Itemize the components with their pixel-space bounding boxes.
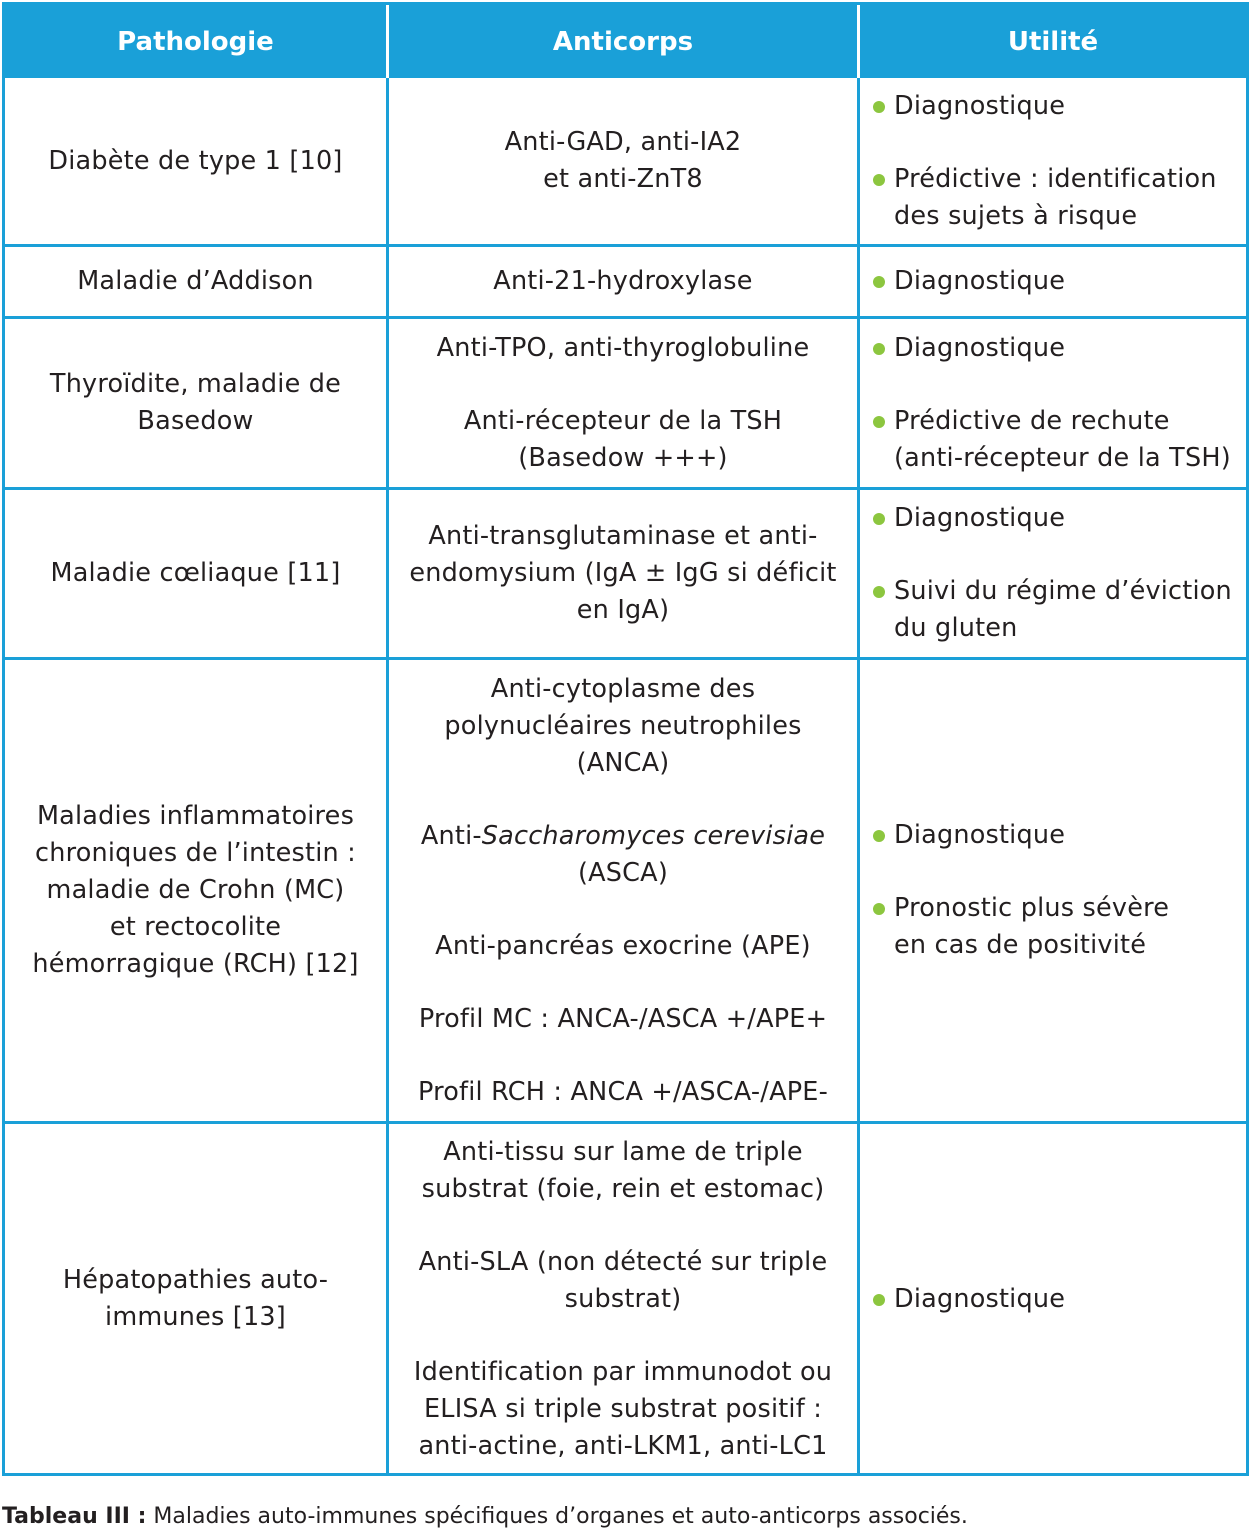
green-dot-icon <box>873 343 885 355</box>
bullet-item <box>873 330 1251 367</box>
cell-text: endomysium (IgA ± IgG si déficit <box>409 558 837 588</box>
cell-text: Maladies inflammatoires <box>36 801 355 831</box>
header-pathologie: Pathologie <box>5 5 386 78</box>
bullet-item <box>873 573 1251 647</box>
cell-text: Prédictive de rechute <box>894 405 1170 436</box>
cell-text: hémorragique (RCH) [12] <box>32 949 359 979</box>
cell-text: (Basedow +++) <box>518 442 728 473</box>
green-dot-icon <box>873 513 885 525</box>
cell-pathologie <box>5 78 386 244</box>
cell-text: et anti-ZnT8 <box>543 164 703 194</box>
cell-utilite <box>873 247 1251 316</box>
cell-text: Anti-GAD, anti-IA2 <box>504 127 742 157</box>
header-anticorps: Anticorps <box>389 5 857 78</box>
cell-text: Identification par immunodot ou <box>413 1356 833 1387</box>
cell-text: ELISA si triple substrat positif : <box>423 1393 822 1424</box>
green-dot-icon <box>873 101 885 113</box>
cell-text: des sujets à risque <box>894 200 1138 231</box>
cell-utilite <box>873 490 1251 657</box>
cell-text: Diagnostique <box>894 820 1066 850</box>
cell-pathologie <box>5 660 386 1121</box>
green-dot-icon <box>873 416 885 428</box>
cell-text: Anti-transglutaminase et anti- <box>428 521 818 551</box>
bullet-item <box>873 88 1251 125</box>
cell-anticorps <box>389 247 857 316</box>
cell-text: maladie de Crohn (MC) <box>46 875 345 905</box>
cell-pathologie <box>5 490 386 657</box>
cell-text: Diagnostique <box>894 90 1066 121</box>
cell-text: polynucléaires neutrophiles <box>444 710 802 741</box>
cell-text: en IgA) <box>576 595 670 625</box>
cell-text: Anti- <box>420 820 482 851</box>
cell-text: Diagnostique <box>894 1283 1066 1314</box>
cell-anticorps <box>389 1124 857 1474</box>
antibody-table <box>2 2 1249 1476</box>
cell-text: Anti-SLA (non détecté sur triple <box>418 1246 828 1277</box>
green-dot-icon <box>873 586 885 598</box>
cell-text: Maladie d’Addison <box>77 266 314 296</box>
bullet-item <box>873 1281 1251 1318</box>
cell-text: substrat) <box>564 1283 682 1314</box>
cell-text: Maladie cœliaque [11] <box>50 558 341 588</box>
green-dot-icon <box>873 276 885 288</box>
cell-text: Anti-cytoplasme des <box>490 673 756 704</box>
cell-text: (ASCA) <box>578 857 668 888</box>
caption-label: Tableau III : <box>2 1504 147 1529</box>
green-dot-icon <box>873 830 885 842</box>
cell-utilite <box>873 78 1251 244</box>
cell-text: anti-actine, anti-LKM1, anti-LC1 <box>418 1430 828 1461</box>
cell-text <box>421 818 825 855</box>
species-name: Saccharomyces cerevisiae <box>481 820 826 851</box>
green-dot-icon <box>873 1294 885 1306</box>
bullet-item <box>873 817 1251 854</box>
cell-text: Anti-récepteur de la TSH <box>463 405 783 436</box>
cell-text: immunes [13] <box>105 1302 286 1332</box>
cell-utilite <box>873 660 1251 1121</box>
cell-text: Anti-tissu sur lame de triple <box>443 1136 803 1167</box>
bullet-item <box>873 161 1251 235</box>
cell-text: Profil RCH : ANCA +/ASCA-/APE- <box>417 1076 828 1107</box>
cell-text: Diagnostique <box>894 266 1066 296</box>
bullet-item <box>873 263 1251 300</box>
cell-utilite <box>873 319 1251 487</box>
cell-text: et rectocolite <box>109 912 282 942</box>
cell-text: Pronostic plus sévère <box>894 893 1170 923</box>
cell-utilite <box>873 1124 1251 1474</box>
green-dot-icon <box>873 174 885 186</box>
cell-text: (anti-récepteur de la TSH) <box>894 442 1231 473</box>
caption-text: Maladies auto-immunes spécifiques d’organes et auto-anticorps associés. <box>146 1504 968 1529</box>
column-divider <box>857 5 860 1473</box>
cell-text: Diabète de type 1 [10] <box>48 145 343 176</box>
cell-anticorps <box>389 78 857 244</box>
cell-pathologie <box>5 319 386 487</box>
cell-pathologie <box>5 247 386 316</box>
cell-anticorps <box>389 490 857 657</box>
cell-text: du gluten <box>894 613 1018 643</box>
table-caption <box>2 1504 968 1529</box>
cell-text: Suivi du régime d’éviction <box>894 576 1232 606</box>
cell-text: en cas de positivité <box>894 930 1147 960</box>
cell-text: Profil MC : ANCA-/ASCA +/APE+ <box>418 1003 828 1034</box>
cell-text: Hépatopathies auto- <box>62 1265 329 1295</box>
cell-anticorps <box>389 319 857 487</box>
bullet-item <box>873 403 1251 477</box>
cell-text: Anti-TPO, anti-thyroglobuline <box>436 332 810 363</box>
cell-text: chroniques de l’intestin : <box>35 838 356 868</box>
cell-text: Anti-21-hydroxylase <box>493 266 753 296</box>
cell-text: Prédictive : identification <box>894 163 1217 194</box>
cell-text: Basedow <box>137 406 254 436</box>
header-utilite: Utilité <box>860 5 1246 78</box>
bullet-item <box>873 890 1251 964</box>
cell-text: Thyroïdite, maladie de <box>49 369 342 399</box>
cell-pathologie <box>5 1124 386 1474</box>
cell-text: substrat (foie, rein et estomac) <box>421 1173 825 1204</box>
cell-text: Anti-pancréas exocrine (APE) <box>435 930 811 961</box>
cell-text: Diagnostique <box>894 332 1066 363</box>
cell-text: Diagnostique <box>894 503 1066 533</box>
cell-anticorps <box>389 660 857 1121</box>
cell-text: (ANCA) <box>576 747 670 778</box>
green-dot-icon <box>873 903 885 915</box>
bullet-item <box>873 500 1251 537</box>
